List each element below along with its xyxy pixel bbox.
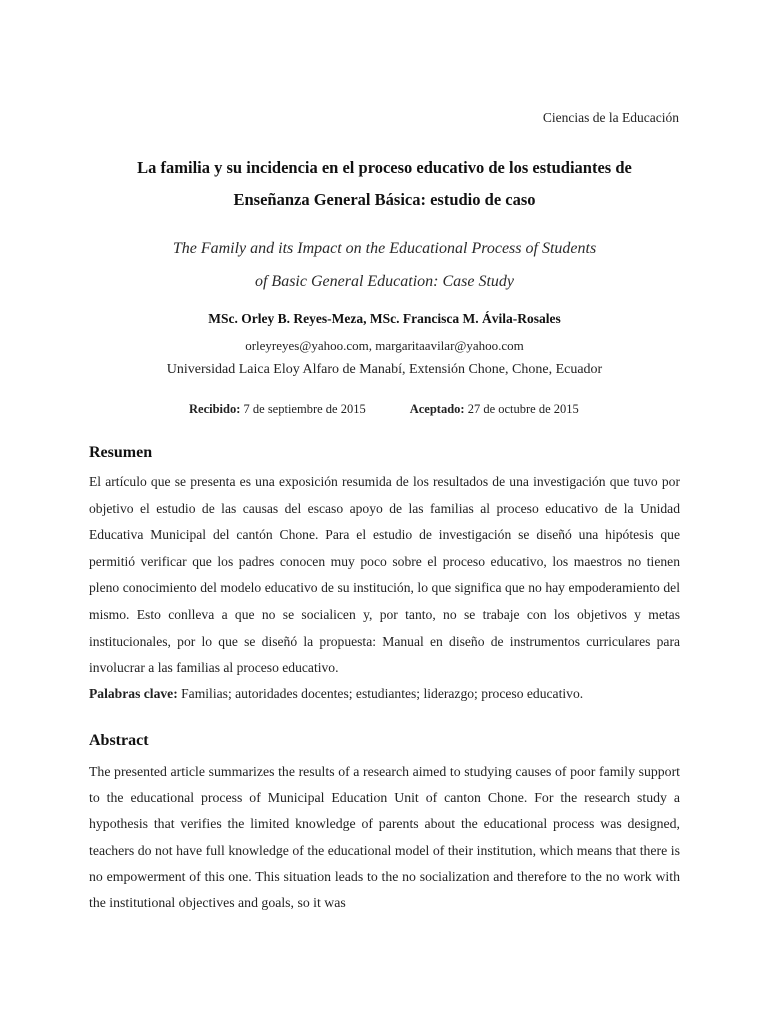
english-title-line-1: The Family and its Impact on the Educational Process of Students — [172, 240, 597, 257]
spanish-title-line-2: Enseñanza General Básica: estudio de caso — [233, 190, 536, 209]
english-title-line-2: of Basic General Education: Case Study — [254, 273, 515, 290]
resumen-text: El artículo que se presenta es una exposición resumida de los resultados de una investigación que tuvo por objetivo el estudio de las causas del escaso apoyo de las familias al proceso educativo de la Unidad Educativa Municipal del cantón Chone. Para el estudio de investigación se diseñó una hipótesis que permitió verificar que los padres conocen muy poco sobre el proceso educativo, los maestros no tienen pleno conocimiento del modelo educativo de su institución, lo que significa que no hay empoderamiento del mismo. Esto conlleva a que no se socialicen y, por tanto, no se trabaje con los objetivos y metas institucionales, por lo que se diseñó la propuesta: Manual en diseño de instrumentos curriculares para involucrar a las familias al proceso educativo. — [89, 474, 680, 676]
accepted-label: Aceptado: — [409, 402, 465, 416]
abstract-text: The presented article summarizes the results of a research aimed to studying causes of poor family support to the educational process of Municipal Education Unit of canton Chone. For the research study a hypothesis that verifies the limited knowledge of parents about the educational process was designed, teachers do not have full knowledge of the educational model of their institution, which means that there is no empowerment of this one. This situation leads to the no socialization and therefore to the no work with the institutional objectives and goals, so it was — [89, 764, 680, 911]
author-emails: orleyreyes@yahoo.com, margaritaavilar@yahoo.com — [245, 338, 524, 353]
author-names: MSc. Orley B. Reyes-Meza, MSc. Francisca M. Ávila-Rosales — [208, 311, 561, 326]
spanish-title-line-1: La familia y su incidencia en el proceso educativo de los estudiantes de — [137, 158, 632, 177]
keywords-value: Familias; autoridades docentes; estudiantes; liderazgo; proceso educativo. — [177, 686, 584, 701]
received-label: Recibido: — [189, 402, 241, 416]
received-date: 7 de septiembre de 2015 — [240, 402, 366, 416]
author-affiliation: Universidad Laica Eloy Alfaro de Manabí, Extensión Chone, Chone, Ecuador — [166, 362, 603, 377]
abstract-heading: Abstract — [89, 732, 149, 749]
english-title — [89, 232, 680, 298]
resumen-heading: Resumen — [89, 444, 153, 461]
spanish-title — [89, 152, 680, 216]
submission-dates — [189, 402, 579, 417]
keywords-label: Palabras clave: — [89, 686, 178, 701]
accepted-date: 27 de octubre de 2015 — [464, 402, 579, 416]
journal-section-header: Ciencias de la Educación — [542, 110, 679, 125]
abstract-body — [89, 759, 680, 916]
keywords — [89, 686, 680, 702]
resumen-body — [89, 469, 680, 682]
